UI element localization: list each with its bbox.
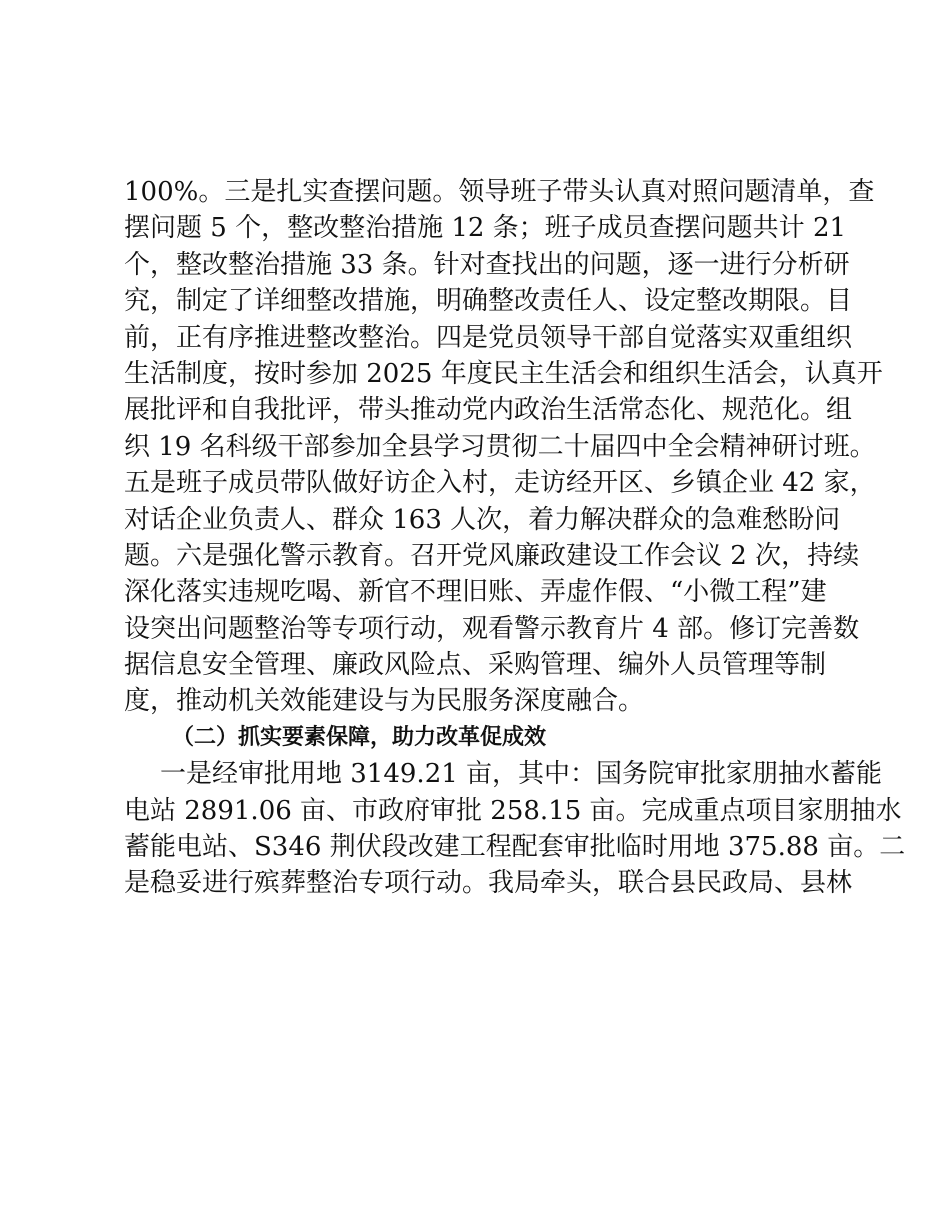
paragraph-line: 对话企业负责人、群众 163 人次，着力解决群众的急难愁盼问 <box>124 504 841 535</box>
body-text <box>124 174 906 902</box>
paragraph-line: 展批评和自我批评，带头推动党内政治生活常态化、规范化。组 <box>124 395 853 426</box>
paragraph-line: 据信息安全管理、廉政风险点、采购管理、编外人员管理等制 <box>124 650 827 681</box>
paragraph-line: 织 19 名科级干部参加全县学习贯彻二十届四中全会精神研讨班。 <box>124 431 876 462</box>
paragraph-line: 设突出问题整治等专项行动，观看警示教育片 4 部。修订完善数 <box>124 613 860 644</box>
paragraph-line: 前，正有序推进整改整治。四是党员领导干部自觉落实双重组织 <box>124 322 853 353</box>
paragraph-line: 摆问题 5 个，整改整治措施 12 条；班子成员查摆问题共计 21 <box>124 213 847 244</box>
paragraph-line: 蓄能电站、S346 荆伏段改建工程配套审批临时用地 375.88 亩。二 <box>124 832 906 863</box>
paragraph-line: 五是班子成员带队做好访企入村，走访经开区、乡镇企业 42 家， <box>124 468 876 499</box>
paragraph-line: 究，制定了详细整改措施，明确整改责任人、设定整改期限。目 <box>124 286 853 317</box>
paragraph-line: 度，推动机关效能建设与为民服务深度融合。 <box>124 686 645 717</box>
paragraph-line: 电站 2891.06 亩、市政府审批 258.15 亩。完成重点项目家朋抽水 <box>124 795 902 826</box>
paragraph-line: 是稳妥进行殡葬整治专项行动。我局牵头，联合县民政局、县林 <box>124 868 853 899</box>
paragraph-line: 题。六是强化警示教育。召开党风廉政建设工作会议 2 次，持续 <box>124 540 860 571</box>
paragraph-line: 个，整改整治措施 33 条。针对查找出的问题，逐一进行分析研 <box>124 249 850 280</box>
paragraph-line: 100%。三是扎实查摆问题。领导班子带头认真对照问题清单，查 <box>124 177 875 207</box>
paragraph-line: 深化落实违规吃喝、新官不理旧账、弄虚作假、“小微工程”建 <box>124 577 827 608</box>
paragraph-line: 生活制度，按时参加 2025 年度民主生活会和组织生活会，认真开 <box>124 358 883 389</box>
paragraph-line: 一是经审批用地 3149.21 亩，其中：国务院审批家朋抽水蓄能 <box>160 759 883 790</box>
section-subheading: （二）抓实要素保障，助力改革促成效 <box>172 724 547 750</box>
